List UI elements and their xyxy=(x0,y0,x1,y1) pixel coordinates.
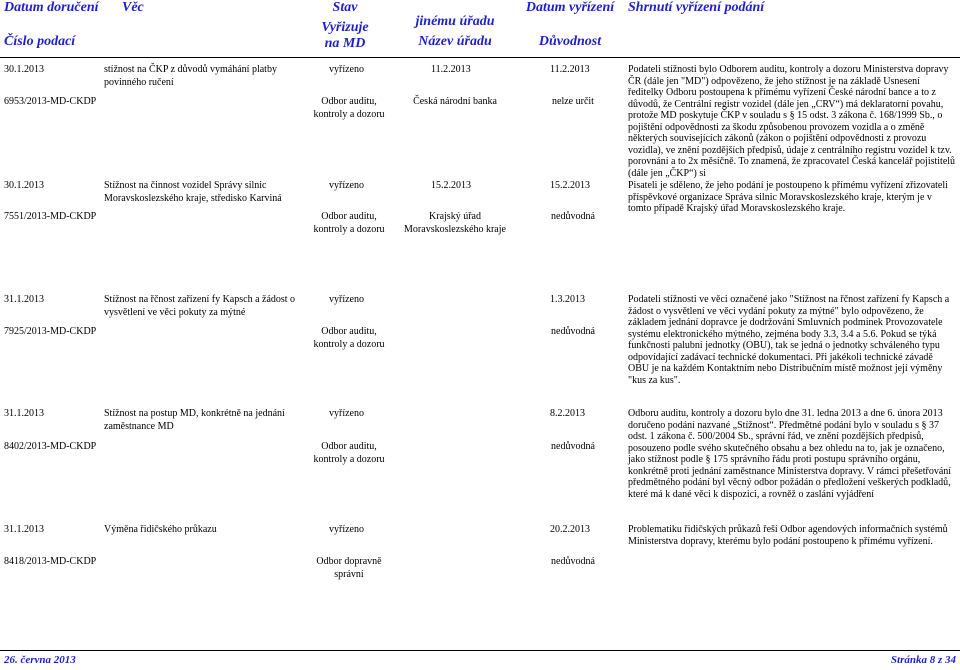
header-stav: Stav xyxy=(332,0,358,15)
header-nazev-uradu: Název úřadu xyxy=(418,34,492,49)
header-vec: Věc xyxy=(122,0,144,15)
row-cislo: 6953/2013-MD-CKDP xyxy=(4,96,97,107)
header-shrnuti: Shrnutí vyřízení podání xyxy=(628,0,765,15)
row-vec: Stížnost na řčnost zařízení fy Kapsch a žádost o vysvětlení ve věci pokuty za mýtné xyxy=(104,294,296,318)
table-header xyxy=(0,0,960,58)
row-stav: vyřízeno xyxy=(329,408,364,419)
row-datum-vyrizeni: 1.3.2013 xyxy=(550,294,585,305)
row-duvodnost: nedůvodná xyxy=(551,211,595,222)
row-shrnuti: Pisateli je sděleno, že jeho podání je postoupeno k přímému vyřízení zřizovateli příspěvkové organizace Správa silnic Moravskoslezského kraje, kterým je v tomto případě Krajský úřad Moravskoslezského kraje. xyxy=(628,180,948,214)
footer-page-number: Stránka 8 z 34 xyxy=(890,654,956,666)
header-datum-vyrizeni: Datum vyřízení xyxy=(525,0,615,15)
header-datum-postoupeni-2: jinému úřadu xyxy=(415,14,495,29)
row-datum-vyrizeni: 15.2.2013 xyxy=(550,180,590,191)
row-datum-vyrizeni: 20.2.2013 xyxy=(550,524,590,535)
row-stav: vyřízeno xyxy=(329,294,364,305)
row-datum: 30.1.2013 xyxy=(4,64,44,75)
row-stav: vyřízeno xyxy=(329,64,364,75)
row-urad: Česká národní banka xyxy=(413,96,497,107)
row-datum-vyrizeni: 11.2.2013 xyxy=(550,64,590,75)
header-datum-doruceni: Datum doručení xyxy=(4,0,99,15)
row-duvodnost: nedůvodná xyxy=(551,441,595,452)
row-shrnuti: Odboru auditu, kontroly a dozoru bylo dne 31. ledna 2013 a dne 6. února 2013 doručeno podání nazvané „Stížnost“. Předmětné podání bylo v souladu s § 37 odst. 1 zákona č. 500/2004 Sb., správní řád, ve znění pozdějších předpisů, posouzeno podle svého skutečného obsahu a bez ohledu na to, jak je označeno, jako stížnost podle § 175 správního řádu proti postupu správního orgánu, konkrétně proti jednání zaměstnance Ministerstva dopravy. V rámci přešetřování předmětného podání byl věcný odbor požádán o předložení veškerých podkladů, které má k dané věci k dispozici, a rovněž o zaslání vyjádření xyxy=(628,408,952,500)
row-datum: 31.1.2013 xyxy=(4,408,44,419)
row-duvodnost: nelze určit xyxy=(552,96,594,107)
row-datum: 31.1.2013 xyxy=(4,524,44,535)
row-shrnuti: Podateli stížnosti bylo Odborem auditu, kontroly a dozoru Ministerstva dopravy ČR (dále jen "MD") odpovězeno, že jeho stížnost je na základě Usnesení ředitelky Odboru postoupena k přímému vyřízení České národní bance a to z důvodů, že Centrální registr vozidel (dále jen „CRV“) má deklaratorní povahu, protože MD poskytuje ČKP v souladu s § 15 odst. 3 zákona č. 168/1999 Sb., o pojištění odpovědnosti za škodu způsobenou provozem vozidla a o změně některých souvisejících zákonů (zákon o pojištění odpovědnosti z provozu vozidla), ve znění pozdějších předpisů, údaje z centrálního registru vozidel k tzv. porovnání a to 2x měsíčně. To znamená, že zpracovatel Česká kancelář pojistitelů (dále jen „ČKP“) si xyxy=(628,64,956,179)
row-cislo: 8418/2013-MD-CKDP xyxy=(4,556,97,567)
header-divider xyxy=(0,57,960,58)
row-vyrizuje: Odbor auditu, kontroly a dozoru xyxy=(313,96,385,120)
row-vyrizuje: Odbor auditu, kontroly a dozoru xyxy=(313,441,385,465)
footer-date: 26. června 2013 xyxy=(4,654,76,666)
row-urad: Krajský úřad Moravskoslezského kraje xyxy=(404,211,506,235)
row-cislo: 8402/2013-MD-CKDP xyxy=(4,441,97,452)
footer-divider xyxy=(0,650,960,651)
row-stav: vyřízeno xyxy=(329,180,364,191)
row-vyrizuje: Odbor auditu, kontroly a dozoru xyxy=(313,211,385,235)
row-vyrizuje: Odbor dopravně správní xyxy=(316,556,382,580)
header-vyrizuje-1: Vyřizuje xyxy=(321,20,369,35)
row-vec: Výměna řidičského průkazu xyxy=(104,524,217,535)
header-cislo-podaci: Číslo podací xyxy=(4,34,76,49)
header-vyrizuje-2: na MD xyxy=(324,36,366,51)
row-vec: stížnost na ČKP z důvodů vymáhání platby povinného ručení xyxy=(104,64,277,88)
row-datum: 30.1.2013 xyxy=(4,180,44,191)
row-shrnuti: Problematiku řidičských průkazů řeší Odbor agendových informačních systémů Ministerstva dopravy, kterému bylo podání postoupeno k přímému vyřízení. xyxy=(628,524,948,547)
header-duvodnost: Důvodnost xyxy=(538,34,602,49)
row-datum-postoupeni: 15.2.2013 xyxy=(431,180,471,191)
row-datum-postoupeni: 11.2.2013 xyxy=(431,64,471,75)
row-cislo: 7925/2013-MD-CKDP xyxy=(4,326,97,337)
row-cislo: 7551/2013-MD-CKDP xyxy=(4,211,97,222)
row-datum: 31.1.2013 xyxy=(4,294,44,305)
row-duvodnost: nedůvodná xyxy=(551,326,595,337)
row-vec: Stížnost na činnost vozidel Správy silnic Moravskoslezského kraje, středisko Karviná xyxy=(104,180,282,204)
row-vec: Stížnost na postup MD, konkrétně na jednání zaměstnance MD xyxy=(104,408,285,432)
row-duvodnost: nedůvodná xyxy=(551,556,595,567)
row-datum-vyrizeni: 8.2.2013 xyxy=(550,408,585,419)
row-shrnuti: Podateli stížnosti ve věci označené jako "Stížnost na řčnost zařízení fy Kapsch a žádost o vysvětlení ve věci vydání pokuty za mýtné" bylo odpovězeno, že základem jednání dopravce je dodržování Smluvních podmínek Provozovatele systému elektronického mýtného, zejména body 3.3, 3.4 a 5.6. Pokud se týká funkčnosti palubní jednotky (OBU), tak se jedná o jednotky schváleného typu odpovídající zadávací technické dokumentaci. Při jakékoli technické závadě OBU je na každém Kontaktním nebo Distribučním místě možnost její výměny "kus za kus". xyxy=(628,294,950,386)
row-vyrizuje: Odbor auditu, kontroly a dozoru xyxy=(313,326,385,350)
row-stav: vyřízeno xyxy=(329,524,364,535)
